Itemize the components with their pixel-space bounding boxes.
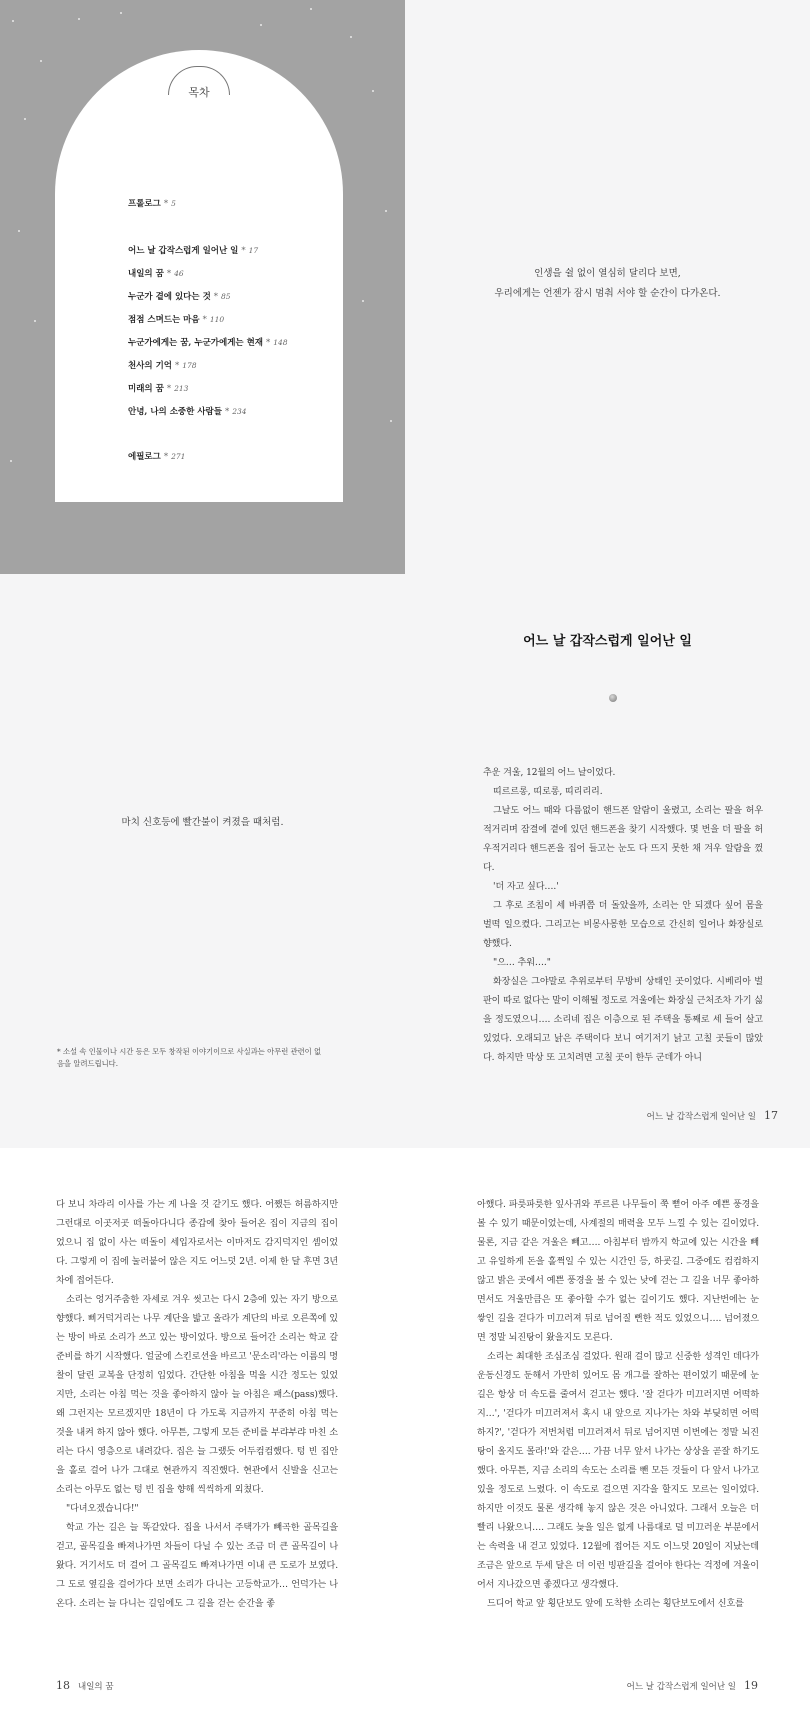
toc-entry-page: 85 xyxy=(221,292,231,301)
chapter-body xyxy=(483,764,763,1068)
disclaimer-line: * 소설 속 인물이나 시간 등은 모두 창작된 이야기이므로 사실과는 아무런 관련이 없 xyxy=(57,1047,322,1056)
toc-title: 목차 xyxy=(188,86,210,99)
toc-separator: * xyxy=(213,292,219,302)
star-decoration xyxy=(120,12,122,14)
page-19 xyxy=(405,1148,810,1722)
toc-separator: * xyxy=(163,199,169,209)
paragraph: 띠르르롱, 띠로롱, 띠리리리. xyxy=(493,787,603,797)
toc-separator: * xyxy=(202,315,207,325)
page-number: 17 xyxy=(764,1109,778,1122)
toc-separator: * xyxy=(224,407,230,417)
toc-entry-title: 천사의 기억 xyxy=(128,361,173,371)
running-header: 어느 날 갑작스럽게 일어난 일 xyxy=(626,1682,736,1692)
toc-entry-page: 271 xyxy=(171,452,186,461)
toc-arch-card xyxy=(55,50,343,502)
star-decoration xyxy=(362,300,364,302)
page-body xyxy=(477,1196,759,1614)
epigraph-line: 인생을 쉴 없이 열심히 달리다 보면, xyxy=(534,268,681,279)
paragraph: '더 자고 싶다….' xyxy=(493,882,559,892)
star-decoration xyxy=(78,18,80,20)
paragraph: 소리는 최대한 조심조심 걸었다. 원래 걸이 많고 신중한 성격인 데다가 운동신경도 둔해서 가만히 있어도 몸 개그를 잘하는 편이었기 때문에 눈길은 항상 더 속도를 줄여서 걷고는 했다. '잘 걷다가 미끄러지면 어떡하지…', '걷다가 미끄러져서 혹시 내 앞으로 지나가는 차와 부딪히면 어떡하지?', '걷다가 저번처럼 미끄러져서 뒤로 넘어지면 이번에는 정말 뇌진탕이 올지도 몰라!'와 같은…. 가끔 너무 앞서 나가는 상상을 곧잘 하기도 했다. 아무튼, 지금 소리의 속도는 소리를 뺀 모든 것들이 다 앞서 나가고 있을 정도로 느렸다. 이 속도로 걸으면 지각을 할지도 모르는 일이었다. 하지만 이것도 물론 생각해 놓지 않은 것은 아니었다. 그래서 오늘은 더 빨리 나왔으니…. 그래도 늦을 일은 없게 나름대로 덜 미끄러운 부분에서는 속력을 내 걷고 있었다. 12월에 접어든 지도 이느덧 20일이 지났는데 조금은 앞으로 두세 달은 더 이런 빙판길을 걸어야 한다는 걱정에 겨울이 어서 지나갔으면 좋겠다고 생각했다. xyxy=(477,1352,759,1590)
toc-entry-page: 110 xyxy=(209,315,225,324)
page-folio xyxy=(627,1679,758,1692)
star-decoration xyxy=(385,210,387,212)
star-decoration xyxy=(310,8,312,10)
toc-entry[interactable] xyxy=(128,450,185,462)
toc-entry[interactable] xyxy=(128,336,288,348)
toc-separator: * xyxy=(241,246,246,256)
chapter-ornament-icon xyxy=(609,694,617,702)
star-decoration xyxy=(350,36,352,38)
toc-entry-page: 234 xyxy=(232,407,247,416)
paragraph: 추운 겨울, 12월의 어느 날이었다. xyxy=(483,768,616,778)
star-decoration xyxy=(10,460,12,462)
interlude-line: 마치 신호등에 빨간불이 켜졌을 때처럼. xyxy=(121,817,284,828)
toc-entry-title: 누군가 곁에 있다는 것 xyxy=(128,292,211,302)
toc-entry-page: 178 xyxy=(182,361,197,370)
paragraph: 그날도 어느 때와 다름없이 핸드폰 알람이 울렸고, 소리는 팔을 허우적거리며 잠결에 곁에 있던 핸드폰을 찾기 시작했다. 몇 번을 더 팔을 허우적거리다 핸드폰을 집어 들고는 눈도 다 뜨지 못한 채 겨우 알람을 껐다. xyxy=(483,806,763,873)
toc-entry-page: 5 xyxy=(171,199,176,208)
page-number: 18 xyxy=(56,1679,70,1692)
toc-entry[interactable] xyxy=(128,405,247,417)
epigraph-page xyxy=(405,0,810,574)
paragraph: 화장실은 그야말로 추위로부터 무방비 상태인 곳이었다. 시베리아 벌판이 따로 없다는 말이 이해될 정도로 겨울에는 화장실 근처조차 가기 싫을 정도였으니…. 소리네 집은 이층으로 된 주택을 통째로 세 들어 살고 있었다. 오래되고 낡은 주택이다 보니 여기저기 낡고 고칠 곳들이 많았다. 하지만 막상 또 고치려면 고칠 곳이 한두 군데가 아니 xyxy=(483,977,763,1063)
paragraph: "으… 추워…." xyxy=(493,958,551,968)
toc-entry[interactable] xyxy=(128,313,224,325)
toc-entry-title: 프롤로그 xyxy=(128,199,161,209)
page-folio xyxy=(647,1109,778,1122)
toc-separator: * xyxy=(166,269,172,279)
paragraph: 그 후로 조침이 세 바퀴쯤 더 돌았을까, 소리는 안 되겠다 싶어 몸을 벌떡 일으켰다. 그리고는 비몽사몽한 모습으로 간신히 일어나 화장실로 향했다. xyxy=(483,901,763,949)
disclaimer-line: 음을 알려드립니다. xyxy=(57,1059,119,1068)
star-decoration xyxy=(260,24,262,26)
toc-entry-page: 46 xyxy=(174,269,184,278)
toc-separator: * xyxy=(175,361,180,371)
toc-entry-title: 에필로그 xyxy=(128,452,161,462)
toc-entry[interactable] xyxy=(128,267,184,279)
star-decoration xyxy=(18,230,20,232)
page-number: 19 xyxy=(744,1679,758,1692)
toc-entry-title: 누군가에게는 꿈, 누군가에게는 현재 xyxy=(128,338,264,348)
star-decoration xyxy=(40,60,42,62)
paragraph: 드디어 학교 앞 횡단보도 앞에 도착한 소리는 횡단보도에서 신호를 xyxy=(487,1599,744,1609)
page-body xyxy=(56,1196,338,1614)
toc-entry-page: 213 xyxy=(174,384,189,393)
toc-entry[interactable] xyxy=(128,197,176,209)
toc-entry[interactable] xyxy=(128,359,197,371)
chapter-opening-page xyxy=(405,574,810,1148)
star-decoration xyxy=(12,20,14,22)
toc-entry-title: 어느 날 갑작스럽게 일어난 일 xyxy=(128,246,239,256)
page-folio xyxy=(56,1679,114,1692)
epigraph-line: 우리에게는 언젠가 잠시 멈춰 서야 할 순간이 다가온다. xyxy=(494,288,721,299)
toc-entry-page: 148 xyxy=(273,338,288,347)
chapter-title: 어느 날 갑작스럽게 일어난 일 xyxy=(523,634,692,649)
toc-entry-title: 내일의 꿈 xyxy=(128,269,164,279)
toc-entry-title: 미래의 꿈 xyxy=(128,384,164,394)
toc-separator: * xyxy=(266,338,271,348)
running-header: 어느 날 갑작스럽게 일어난 일 xyxy=(646,1112,756,1122)
page-18 xyxy=(0,1148,405,1722)
running-header: 내일의 꿈 xyxy=(78,1682,114,1692)
toc-entry-title: 점점 스며드는 마음 xyxy=(128,315,200,325)
toc-separator: * xyxy=(163,452,169,462)
toc-entry-title: 안녕, 나의 소중한 사람들 xyxy=(128,407,222,417)
star-decoration xyxy=(24,118,26,120)
interlude-page xyxy=(0,574,405,1148)
paragraph: 학교 가는 길은 늘 똑같았다. 집을 나서서 주택가가 빼곡한 골목길을 걷고, 골목길을 빠져나가면 차들이 다닐 수 있는 조금 더 큰 골목길이 나왔다. 거기서도 더 걸어 그 골목길도 빠져나가면 이내 큰 도로가 보였다. 그 도로 옆길을 걸어가다 보면 소리가 다니는 고등학교가… 언덕가는 나온다. 소리는 늘 다니는 길임에도 그 길을 걷는 순간을 좋 xyxy=(56,1523,338,1609)
toc-entry[interactable] xyxy=(128,382,188,394)
toc-page xyxy=(0,0,405,574)
star-decoration xyxy=(34,320,36,322)
toc-entry[interactable] xyxy=(128,244,258,256)
star-decoration xyxy=(372,90,374,92)
paragraph: "다녀오겠습니다!" xyxy=(66,1504,139,1514)
paragraph: 다 보니 차라리 이사를 가는 게 나을 것 같기도 했다. 어쨌든 허름하지만 그런대로 이곳저곳 떠돌아다니다 종갑에 찾아 들어온 집이 지금의 집이었으니 집 없이 사는 떠돌이 세입자로서는 이마저도 감지덕지인 셈이었다. 그렇게 이 집에 눌러붙어 않은 지도 어느덧 2년. 이제 한 달 후면 3년 차에 접어든다. xyxy=(56,1200,338,1286)
toc-entry[interactable] xyxy=(128,290,231,302)
paragraph: 아했다. 파릇파릇한 잎사귀와 푸르른 나무들이 쭉 뻗어 아주 예쁜 풍경을 볼 수 있기 때문이었는데, 사계절의 매력을 모두 느낄 수 있는 길이었다. 물론, 지금 같은 겨울은 빼고…. 아침부터 밤까지 학교에 있는 시간을 빼고 유일하게 돈을 홀쩍일 수 있는 시간인 등, 하굣길. 그중에도 컴컴하지 않고 밝은 곳에서 예쁜 풍경을 볼 수 있는 낮에 걷는 그 길을 너무 좋아하면서도 겨울만큼은 또 좋아할 수가 없는 길이기도 했다. 지난번에는 눈 쌓인 길을 걷다가 미끄러져 뒤로 넘어질 뻔한 적도 있었으니…. 넘어졌으면 정말 뇌진탕이 왔을지도 모른다. xyxy=(477,1200,759,1343)
disclaimer-note xyxy=(57,1046,321,1070)
star-decoration xyxy=(390,420,392,422)
toc-entry-page: 17 xyxy=(248,246,259,255)
paragraph: 소리는 엉거주춤한 자세로 겨우 씻고는 다시 2층에 있는 자기 방으로 향했다. 삐거덕거리는 나무 계단을 밟고 올라가 계단의 바로 오른쪽에 있는 방이 바로 소리가 쓰고 있는 방이었다. 방으로 들어간 소리는 학교 갈 준비를 하기 시작했다. 얼굴에 스킨로션을 바르고 '문소리'라는 이름의 명찰이 달린 교복을 단정히 입었다. 간단한 아침을 먹을 시간 정도는 있었지만, 소리는 아침 먹는 것을 좋아하지 않아 늘 아침은 패스(pass)했다. 왜 그런지는 모르겠지만 18년이 다 가도록 지금까지 꾸준히 아침 먹는 것을 내켜 하지 않아 했다. 아무튼, 그렇게 모든 준비를 부랴부랴 마친 소리는 다시 영층으로 내려갔다. 집은 늘 그랬듯 어두컴컴했다. 텅 빈 집안을 홀로 걸어 나가 그대로 현관까지 직진했다. 현관에서 신발을 신고는 소리는 아무도 없는 텅 빈 집을 향해 씩씩하게 외쳤다. xyxy=(56,1295,338,1495)
toc-separator: * xyxy=(166,384,172,394)
